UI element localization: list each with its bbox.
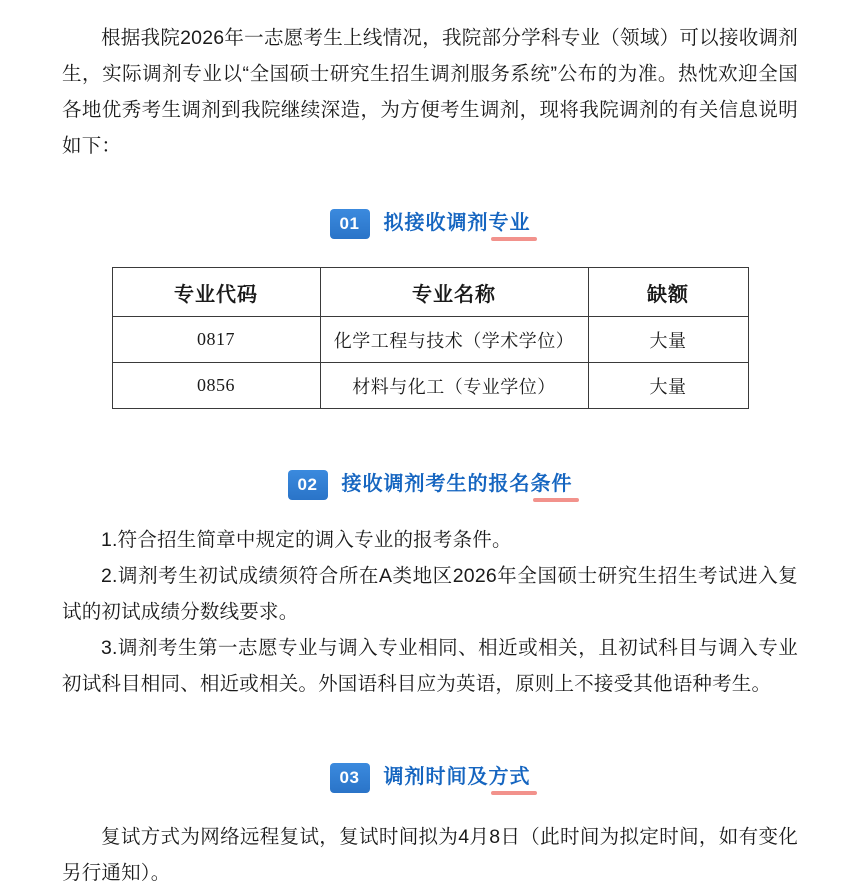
section-number-badge-03: 03	[330, 763, 370, 793]
table-header-row	[112, 268, 748, 317]
section-title-03: 调剂时间及方式	[383, 766, 531, 788]
table-header-cell: 缺额	[588, 268, 748, 317]
schedule-block	[62, 819, 798, 891]
underline-accent-icon	[491, 237, 537, 241]
section-title-wrap-02	[342, 467, 573, 502]
section-heading-01	[62, 206, 798, 241]
schedule-paragraph: 复试方式为网络远程复试，复试时间拟为4月8日（此时间为拟定时间，如有变化另行通知）。	[62, 826, 798, 884]
section-heading-02	[62, 467, 798, 502]
section-title-wrap-03	[384, 760, 531, 795]
table-cell-name: 材料与化工（专业学位）	[320, 363, 588, 409]
condition-item: 1.符合招生简章中规定的调入专业的报考条件。	[101, 529, 512, 551]
underline-accent-icon	[533, 498, 579, 502]
table-cell-vacancy: 大量	[588, 363, 748, 409]
section-title-wrap-01	[384, 206, 531, 241]
condition-item: 2.调剂考生初试成绩须符合所在A类地区2026年全国硕士研究生招生考试进入复试的初试成绩分数线要求。	[62, 565, 798, 623]
table-cell-vacancy: 大量	[588, 317, 748, 363]
condition-item: 3.调剂考生第一志愿专业与调入专业相同、相近或相关，且初试科目与调入专业初试科目相同、相近或相关。外国语科目应为英语，原则上不接受其他语种考生。	[62, 637, 798, 695]
table-row	[112, 317, 748, 363]
table-header-cell: 专业名称	[320, 268, 588, 317]
table-cell-name: 化学工程与技术（学术学位）	[320, 317, 588, 363]
section-number-badge-02: 02	[288, 470, 328, 500]
table-row	[112, 363, 748, 409]
majors-table	[112, 267, 749, 409]
table-cell-code: 0856	[112, 363, 320, 409]
section-number-badge-01: 01	[330, 209, 370, 239]
section-title-02: 接收调剂考生的报名条件	[341, 473, 573, 495]
table-header-cell: 专业代码	[112, 268, 320, 317]
conditions-list	[62, 522, 798, 702]
section-heading-03	[62, 760, 798, 795]
section-title-01: 拟接收调剂专业	[383, 212, 531, 234]
table-cell-code: 0817	[112, 317, 320, 363]
intro-paragraph: 根据我院2026年一志愿考生上线情况，我院部分学科专业（领域）可以接收调剂生，实际调剂专业以“全国硕士研究生招生调剂服务系统”公布的为准。热忱欢迎全国各地优秀考生调剂到我院继续深造，为方便考生调剂，现将我院调剂的有关信息说明如下：	[62, 27, 798, 157]
underline-accent-icon	[491, 791, 537, 795]
